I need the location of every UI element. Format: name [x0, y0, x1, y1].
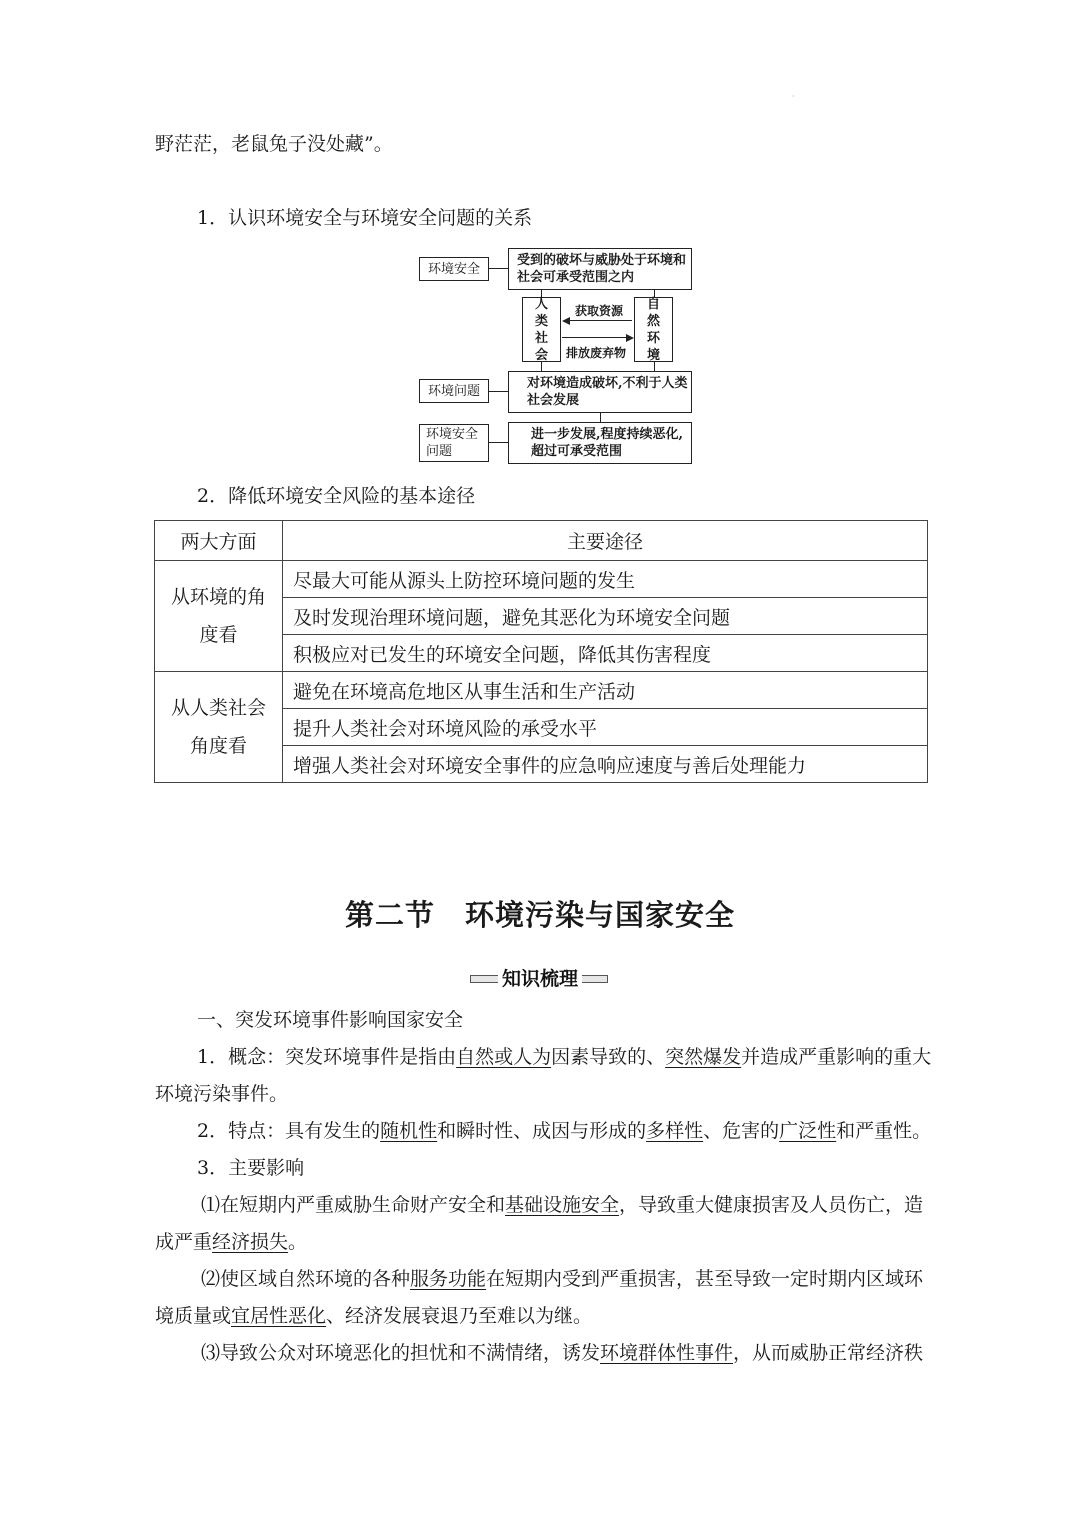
- impact-item-2: ⑵使区域自然环境的各种服务功能在短期内受到严重损害，甚至导致一定时期内区域环: [201, 1268, 924, 1290]
- underlined-term: 经济损失: [212, 1231, 289, 1253]
- table-cell: 增强人类社会对环境安全事件的应急响应速度与善后处理能力: [283, 746, 928, 783]
- impact-item-2-cont: 境质量或宜居性恶化、经济发展衰退乃至难以为继。: [155, 1305, 593, 1327]
- diagram-box-env-safety-problem: 环境安全问题: [419, 424, 489, 462]
- arrow-right-icon: [626, 334, 634, 342]
- diagram-box-env-problem: 环境问题: [419, 379, 489, 403]
- diagram-arrow-line: [562, 337, 626, 338]
- diagram-box-env-safety-problem-desc: 进一步发展,程度持续恶化,超过可承受范围: [508, 422, 692, 464]
- diagram-box-human-society: 人类社会: [522, 297, 561, 362]
- concept-line-cont: 环境污染事件。: [155, 1083, 289, 1105]
- underlined-term: 广泛性: [779, 1120, 837, 1142]
- heading-routes: 2．降低环境安全风险的基本途径: [197, 485, 476, 507]
- knowledge-badge: [470, 966, 610, 992]
- diagram-box-env-problem-desc: 对环境造成破坏,不利于人类社会发展: [508, 371, 692, 413]
- underlined-term: 服务功能: [410, 1268, 487, 1290]
- diagram-arrow-line: [568, 320, 632, 321]
- section-title: 第二节 环境污染与国家安全: [344, 898, 735, 932]
- diagram-box-natural-env: 自然环境: [634, 297, 673, 362]
- diagram-arrow-label-resources: 获取资源: [575, 304, 624, 318]
- diagram-connector: [489, 391, 508, 392]
- table-cell: 避免在环境高危地区从事生活和生产活动: [283, 672, 928, 709]
- underlined-term: 环境群体性事件: [600, 1342, 734, 1364]
- underlined-term: 宜居性恶化: [231, 1305, 327, 1327]
- heading-relationship: 1．认识环境安全与环境安全问题的关系: [197, 207, 533, 229]
- table-cell: 积极应对已发生的环境安全问题，降低其伤害程度: [283, 635, 928, 672]
- impact-item-1: ⑴在短期内严重威胁生命财产安全和基础设施安全，导致重大健康损害及人员伤亡，造: [201, 1194, 924, 1216]
- diagram-connector: [489, 268, 508, 269]
- table-header-row: [155, 521, 928, 561]
- badge-label: 知识梳理: [498, 964, 582, 991]
- table-row: [155, 672, 928, 709]
- concept-line: 1．概念：突发环境事件是指由自然或人为因素导致的、突然爆发并造成严重影响的重大: [197, 1046, 932, 1068]
- table-cell: 提升人类社会对环境风险的承受水平: [283, 709, 928, 746]
- table-aspect-environment: 从环境的角度看: [155, 561, 283, 672]
- table-cell: 及时发现治理环境问题，避免其恶化为环境安全问题: [283, 598, 928, 635]
- underlined-term: 突然爆发: [665, 1046, 742, 1068]
- impact-item-3: ⑶导致公众对环境恶化的担忧和不满情绪，诱发环境群体性事件，从而威胁正常经济秩: [201, 1342, 924, 1364]
- impact-item-1-cont: 成严重经济损失。: [155, 1231, 308, 1253]
- table-aspect-society: 从人类社会角度看: [155, 672, 283, 783]
- underlined-term: 基础设施安全: [505, 1194, 620, 1216]
- underlined-term: 多样性: [646, 1120, 704, 1142]
- diagram-box-env-safety: 环境安全: [419, 257, 489, 281]
- routes-table: [154, 520, 928, 783]
- table-header-routes: 主要途径: [283, 521, 928, 561]
- underlined-term: 自然或人为: [456, 1046, 552, 1068]
- main-impacts-heading: 3．主要影响: [197, 1157, 305, 1179]
- table-row: [155, 561, 928, 598]
- diagram-connector: [489, 442, 508, 443]
- diagram-arrow-label-waste: 排放废弃物: [566, 346, 627, 360]
- table-cell: 尽最大可能从源头上防控环境问题的发生: [283, 561, 928, 598]
- underlined-term: 随机性: [380, 1120, 438, 1142]
- scan-mark: ·: [792, 92, 795, 101]
- diagram-box-env-safety-desc: 受到的破坏与威胁处于环境和社会可承受范围之内: [508, 248, 692, 290]
- features-line: 2．特点：具有发生的随机性和瞬时性、成因与形成的多样性、危害的广泛性和严重性。: [197, 1120, 932, 1142]
- table-header-aspect: 两大方面: [155, 521, 283, 561]
- part-heading: 一、突发环境事件影响国家安全: [197, 1009, 464, 1031]
- intro-line: 野茫茫，老鼠兔子没处藏”。: [155, 133, 393, 155]
- arrow-left-icon: [562, 317, 570, 325]
